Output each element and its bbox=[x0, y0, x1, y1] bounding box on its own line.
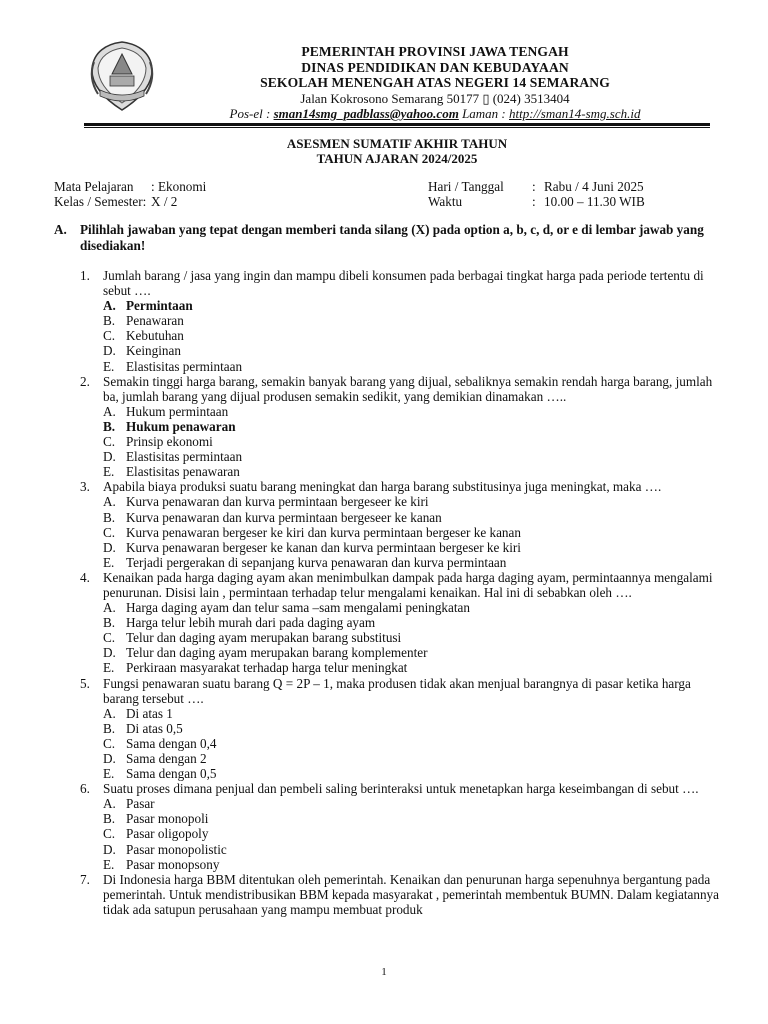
option-text: Permintaan bbox=[126, 298, 193, 314]
answer-option bbox=[103, 615, 730, 630]
question-text: Suatu proses dimana penjual dan pembeli saling berinteraksi untuk menetapkan harga keseimbangan di sebut …. bbox=[103, 781, 699, 797]
answer-option bbox=[103, 857, 730, 872]
option-letter: B. bbox=[103, 313, 116, 329]
subject-value: : Ekonomi bbox=[151, 179, 207, 194]
question-item bbox=[80, 374, 730, 480]
question-body bbox=[103, 479, 730, 570]
option-text: Hukum permintaan bbox=[126, 403, 229, 419]
option-letter: C. bbox=[103, 328, 116, 344]
answer-option bbox=[103, 525, 730, 540]
option-letter: A. bbox=[103, 494, 116, 510]
option-letter: E. bbox=[103, 856, 115, 872]
question-number: 6. bbox=[80, 781, 90, 797]
question-body bbox=[103, 781, 730, 872]
option-letter: D. bbox=[103, 449, 116, 465]
section-a-instruction bbox=[54, 222, 724, 254]
day-sep: : bbox=[532, 179, 536, 194]
option-text: Telur dan daging ayam merupakan barang komplementer bbox=[126, 645, 428, 661]
letterhead-line-3: SEKOLAH MENENGAH ATAS NEGERI 14 SEMARANG bbox=[260, 75, 610, 90]
question-body bbox=[103, 570, 730, 676]
option-text: Kurva penawaran dan kurva permintaan bergeseer ke kanan bbox=[126, 509, 442, 525]
contact-line bbox=[160, 106, 710, 122]
answer-option bbox=[103, 434, 730, 449]
letterhead-rule-thick bbox=[84, 123, 710, 126]
option-letter: D. bbox=[103, 343, 116, 359]
letterhead-line-2: DINAS PENDIDIKAN DAN KEBUDAYAAN bbox=[301, 59, 569, 75]
meta-class bbox=[54, 194, 206, 209]
option-text: Kurva penawaran bergeser ke kiri dan kurva permintaan bergeser ke kanan bbox=[126, 524, 521, 540]
answer-option bbox=[103, 555, 730, 570]
option-text: Keinginan bbox=[126, 343, 181, 359]
option-text: Perkiraan masyarakat terhadap harga telur meningkat bbox=[126, 660, 408, 676]
option-letter: D. bbox=[103, 841, 116, 857]
question-item bbox=[80, 268, 730, 374]
option-letter: B. bbox=[103, 811, 116, 827]
question-item bbox=[80, 479, 730, 570]
option-text: Sama dengan 0,4 bbox=[126, 735, 217, 751]
letterhead-rule-thin bbox=[84, 127, 710, 128]
question-text: Apabila biaya produksi suatu barang meningkat dan harga barang substitusinya juga meningkat, maka …. bbox=[103, 479, 662, 495]
meta-day bbox=[428, 179, 645, 194]
subject-key: Mata Pelajaran bbox=[54, 179, 134, 194]
answer-option bbox=[103, 645, 730, 660]
question-number: 5. bbox=[80, 675, 90, 691]
answer-option bbox=[103, 842, 730, 857]
answer-option bbox=[103, 706, 730, 721]
email-link[interactable]: sman14smg_padblass@yahoo.com bbox=[273, 106, 459, 121]
letterhead-line-1: PEMERINTAH PROVINSI JAWA TENGAH bbox=[301, 44, 569, 59]
answer-option bbox=[103, 328, 730, 343]
option-letter: A. bbox=[103, 796, 116, 812]
school-address: Jalan Kokrosono Semarang 50177 ▯ (024) 3513404 bbox=[300, 90, 570, 106]
option-text: Pasar monopsony bbox=[126, 856, 220, 872]
question-number: 2. bbox=[80, 373, 90, 389]
question-number: 1. bbox=[80, 268, 90, 283]
option-text: Kurva penawaran bergeser ke kanan dan kurva permintaan bergeser ke kiri bbox=[126, 539, 521, 555]
option-text: Hukum penawaran bbox=[126, 418, 236, 434]
option-letter: C. bbox=[103, 826, 116, 842]
answer-option bbox=[103, 404, 730, 419]
option-letter: C. bbox=[103, 735, 116, 751]
answer-option bbox=[103, 343, 730, 358]
meta-subject bbox=[54, 179, 206, 194]
option-text: Harga telur lebih murah dari pada daging ayam bbox=[126, 615, 376, 631]
answer-option bbox=[103, 630, 730, 645]
class-value: X / 2 bbox=[151, 194, 178, 209]
question-item bbox=[80, 781, 730, 872]
answer-option bbox=[103, 464, 730, 479]
option-letter: B. bbox=[103, 509, 116, 525]
answer-option bbox=[103, 811, 730, 826]
option-letter: A. bbox=[103, 403, 116, 419]
time-value: 10.00 – 11.30 WIB bbox=[544, 194, 645, 209]
question-item bbox=[80, 676, 730, 782]
answer-option bbox=[103, 419, 730, 434]
question-item bbox=[80, 570, 730, 676]
option-letter: E. bbox=[103, 358, 115, 374]
option-letter: E. bbox=[103, 766, 115, 782]
time-key: Waktu bbox=[428, 194, 463, 209]
letterhead bbox=[160, 44, 710, 122]
website-label: Laman : bbox=[458, 106, 510, 121]
answer-option bbox=[103, 600, 730, 615]
question-body bbox=[103, 676, 730, 782]
page-number: 1 bbox=[381, 966, 387, 978]
option-text: Terjadi pergerakan di sepanjang kurva penawaran dan kurva permintaan bbox=[126, 554, 507, 570]
option-text: Prinsip ekonomi bbox=[126, 434, 213, 450]
answer-option bbox=[103, 826, 730, 841]
option-letter: A. bbox=[103, 600, 116, 616]
question-body bbox=[103, 374, 730, 480]
option-letter: E. bbox=[103, 464, 115, 480]
section-instruction-text: Pilihlah jawaban yang tepat dengan memberi tanda silang (X) pada option a, b, c, d, or e di lembar jawab yang disediakan! bbox=[80, 222, 704, 253]
answer-option bbox=[103, 766, 730, 781]
option-text: Pasar bbox=[126, 796, 155, 812]
option-text: Kurva penawaran dan kurva permintaan bergeseer ke kiri bbox=[126, 494, 429, 510]
option-text: Elastisitas permintaan bbox=[126, 449, 243, 465]
option-text: Harga daging ayam dan telur sama –sam mengalami peningkatan bbox=[126, 600, 470, 616]
option-letter: B. bbox=[103, 418, 116, 434]
option-text: Penawaran bbox=[126, 313, 184, 329]
answer-option bbox=[103, 313, 730, 328]
exam-meta-left bbox=[54, 179, 206, 209]
option-letter: C. bbox=[103, 434, 116, 450]
question-list bbox=[80, 268, 730, 917]
option-text: Sama dengan 0,5 bbox=[126, 766, 217, 782]
exam-meta-right bbox=[428, 179, 645, 209]
option-letter: D. bbox=[103, 539, 116, 555]
website-link[interactable]: http://sman14-smg.sch.id bbox=[509, 106, 641, 121]
class-key: Kelas / Semester: bbox=[54, 194, 147, 209]
option-letter: A. bbox=[103, 298, 116, 314]
question-number: 3. bbox=[80, 479, 90, 495]
exam-title-line-1: ASESMEN SUMATIF AKHIR TAHUN bbox=[286, 136, 508, 151]
option-letter: D. bbox=[103, 645, 116, 661]
option-letter: B. bbox=[103, 615, 116, 631]
answer-option bbox=[103, 449, 730, 464]
email-label: Pos-el : bbox=[229, 106, 274, 121]
option-text: Kebutuhan bbox=[126, 328, 184, 344]
option-text: Pasar monopolistic bbox=[126, 841, 227, 857]
answer-option bbox=[103, 540, 730, 555]
option-text: Elastisitas penawaran bbox=[126, 464, 240, 480]
province-emblem-icon bbox=[86, 38, 158, 114]
day-key: Hari / Tanggal bbox=[428, 179, 504, 194]
option-text: Di atas 0,5 bbox=[126, 720, 183, 736]
question-body bbox=[103, 872, 730, 917]
option-text: Pasar oligopoly bbox=[126, 826, 209, 842]
meta-time bbox=[428, 194, 645, 209]
question-text: Fungsi penawaran suatu barang Q = 2P – 1, maka produsen tidak akan menjual barangnya di pasar ketika harga barang tersebut …. bbox=[103, 675, 691, 706]
option-text: Pasar monopoli bbox=[126, 811, 209, 827]
time-sep: : bbox=[532, 194, 536, 209]
question-text: Di Indonesia harga BBM ditentukan oleh pemerintah. Kenaikan dan penurunan harga sepenuhnya bergantung pada pemerintah. Untuk mendistribusikan BBM kepada masyarakat , pemerintah membentuk BUMN. Dalam kegiatannya tidak ada satupun perusahaan yang mampu membuat produk bbox=[103, 871, 719, 917]
option-letter: E. bbox=[103, 554, 115, 570]
option-text: Di atas 1 bbox=[126, 705, 173, 721]
answer-option bbox=[103, 796, 730, 811]
option-text: Sama dengan 2 bbox=[126, 751, 207, 766]
answer-option bbox=[103, 359, 730, 374]
answer-option bbox=[103, 721, 730, 736]
answer-option bbox=[103, 494, 730, 509]
question-text: Kenaikan pada harga daging ayam akan menimbulkan dampak pada harga daging ayam, permintaannya mengalami penurunan. Disisi lain , permintaan terhadap telur mengalami kenaikan. Hal ini di sebabkan oleh …. bbox=[103, 569, 713, 600]
option-letter: D. bbox=[103, 751, 116, 766]
option-letter: C. bbox=[103, 524, 116, 540]
question-text: Semakin tinggi harga barang, semakin banyak barang yang dijual, sebaliknya semakin rendah harga barang, jumlah ba, jumlah barang yang dijual produsen semakin sedikit, yang demikian dinamakan ….. bbox=[103, 373, 713, 404]
exam-title-line-2: TAHUN AJARAN 2024/2025 bbox=[316, 150, 478, 166]
answer-option bbox=[103, 751, 730, 766]
question-number: 4. bbox=[80, 569, 90, 585]
question-number: 7. bbox=[80, 871, 90, 887]
answer-option bbox=[103, 298, 730, 313]
option-letter: B. bbox=[103, 720, 116, 736]
option-letter: E. bbox=[103, 660, 115, 676]
option-text: Elastisitas permintaan bbox=[126, 358, 243, 374]
question-body bbox=[103, 268, 730, 374]
section-letter: A. bbox=[54, 222, 67, 237]
exam-title bbox=[84, 137, 710, 166]
question-text: Jumlah barang / jasa yang ingin dan mampu dibeli konsumen pada berbagai tingkat harga pada periode tertentu di sebut …. bbox=[103, 268, 704, 299]
day-value: Rabu / 4 Juni 2025 bbox=[544, 179, 644, 194]
answer-option bbox=[103, 510, 730, 525]
answer-option bbox=[103, 660, 730, 675]
option-letter: C. bbox=[103, 630, 116, 646]
question-item bbox=[80, 872, 730, 917]
answer-option bbox=[103, 736, 730, 751]
option-letter: A. bbox=[103, 705, 116, 721]
option-text: Telur dan daging ayam merupakan barang substitusi bbox=[126, 630, 402, 646]
